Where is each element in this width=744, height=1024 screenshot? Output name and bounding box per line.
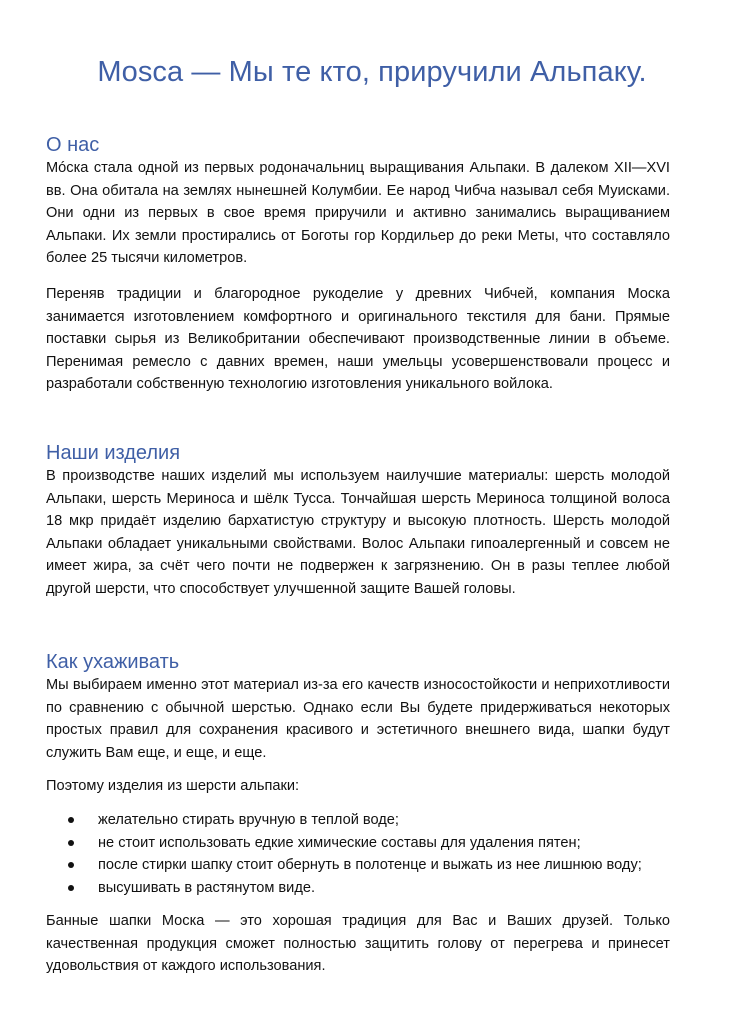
section-heading-products: Наши изделия: [46, 442, 181, 464]
bullet-icon: [68, 840, 74, 846]
care-bullet-list: [46, 809, 686, 899]
about-paragraph-2: Переняв традиции и благородное рукоделие у древних Чибчей, компания Моска занимается изготовлением комфортного и оригинального текстиля для бани. Прямые поставки сырья из Великобритании обеспечивают производственные линии в объеме. Перенимая ремесло с давних времен, наши умельцы усовершенствовали процесс и разработали собственную технологию изготовления уникального войлока.: [46, 286, 670, 392]
document-title: Mosca — Мы те кто, приручили Альпаку.: [97, 56, 647, 88]
list-item: [46, 877, 686, 900]
products-paragraph: В производстве наших изделий мы используем наилучшие материалы: шерсть молодой Альпаки, шерсть Мериноса и шёлк Тусса. Тончайшая шерсть Мериноса толщиной волоса 18 мкр придаёт изделию бархатистую структуру и высокую плотность. Шерсть молодой Альпаки обладает уникальными свойствами. Волос Альпаки гипоалергенный и совсем не имеет жира, за счёт чего почти не подвержен к загрязнению. Он в разы теплее любой другой шерсти, что способствует улучшенной защите Вашей головы.: [46, 468, 670, 597]
bullet-icon: [68, 817, 74, 823]
care-closing-paragraph: Банные шапки Моска — это хорошая традиция для Вас и Ваших друзей. Только качественная продукция сможет полностью защитить голову от перегрева и принесет удовольствия от каждого использования.: [46, 913, 670, 974]
list-item-text: после стирки шапку стоит обернуть в полотенце и выжать из нее лишнюю воду;: [98, 857, 642, 873]
list-item-text: желательно стирать вручную в теплой воде;: [98, 812, 399, 828]
list-item-text: не стоит использовать едкие химические составы для удаления пятен;: [98, 834, 581, 851]
bullet-icon: [68, 885, 74, 891]
bullet-icon: [68, 862, 74, 868]
care-paragraph-1: Мы выбираем именно этот материал из-за его качеств износостойкости и неприхотливости по сравнению с обычной шерстью. Однако если Вы будете придерживаться некоторых простых правил для сохранения красивого и эстетичного внешнего вида, шапки будут служить Вам еще, и еще, и еще.: [46, 677, 670, 761]
section-heading-care: Как ухаживать: [46, 651, 180, 673]
about-paragraph-1: Móска стала одной из первых родоначальниц выращивания Альпаки. В далеком XII—XVI вв. Она обитала на землях нынешней Колумбии. Ее народ Чибча называл себя Муисками. Они одни из первых в свое время приручили и активно занимались выращиванием Альпаки. Их земли простирались от Боготы гор Кордильер до реки Меты, что составляло более 25 тысячи километров.: [46, 160, 670, 266]
list-item: [46, 854, 686, 877]
list-item: [46, 809, 686, 832]
list-item-text: высушивать в растянутом виде.: [98, 879, 316, 896]
section-heading-about: О нас: [46, 134, 100, 156]
list-item: [46, 832, 686, 855]
care-paragraph-2: Поэтому изделия из шерсти альпаки:: [46, 778, 300, 794]
